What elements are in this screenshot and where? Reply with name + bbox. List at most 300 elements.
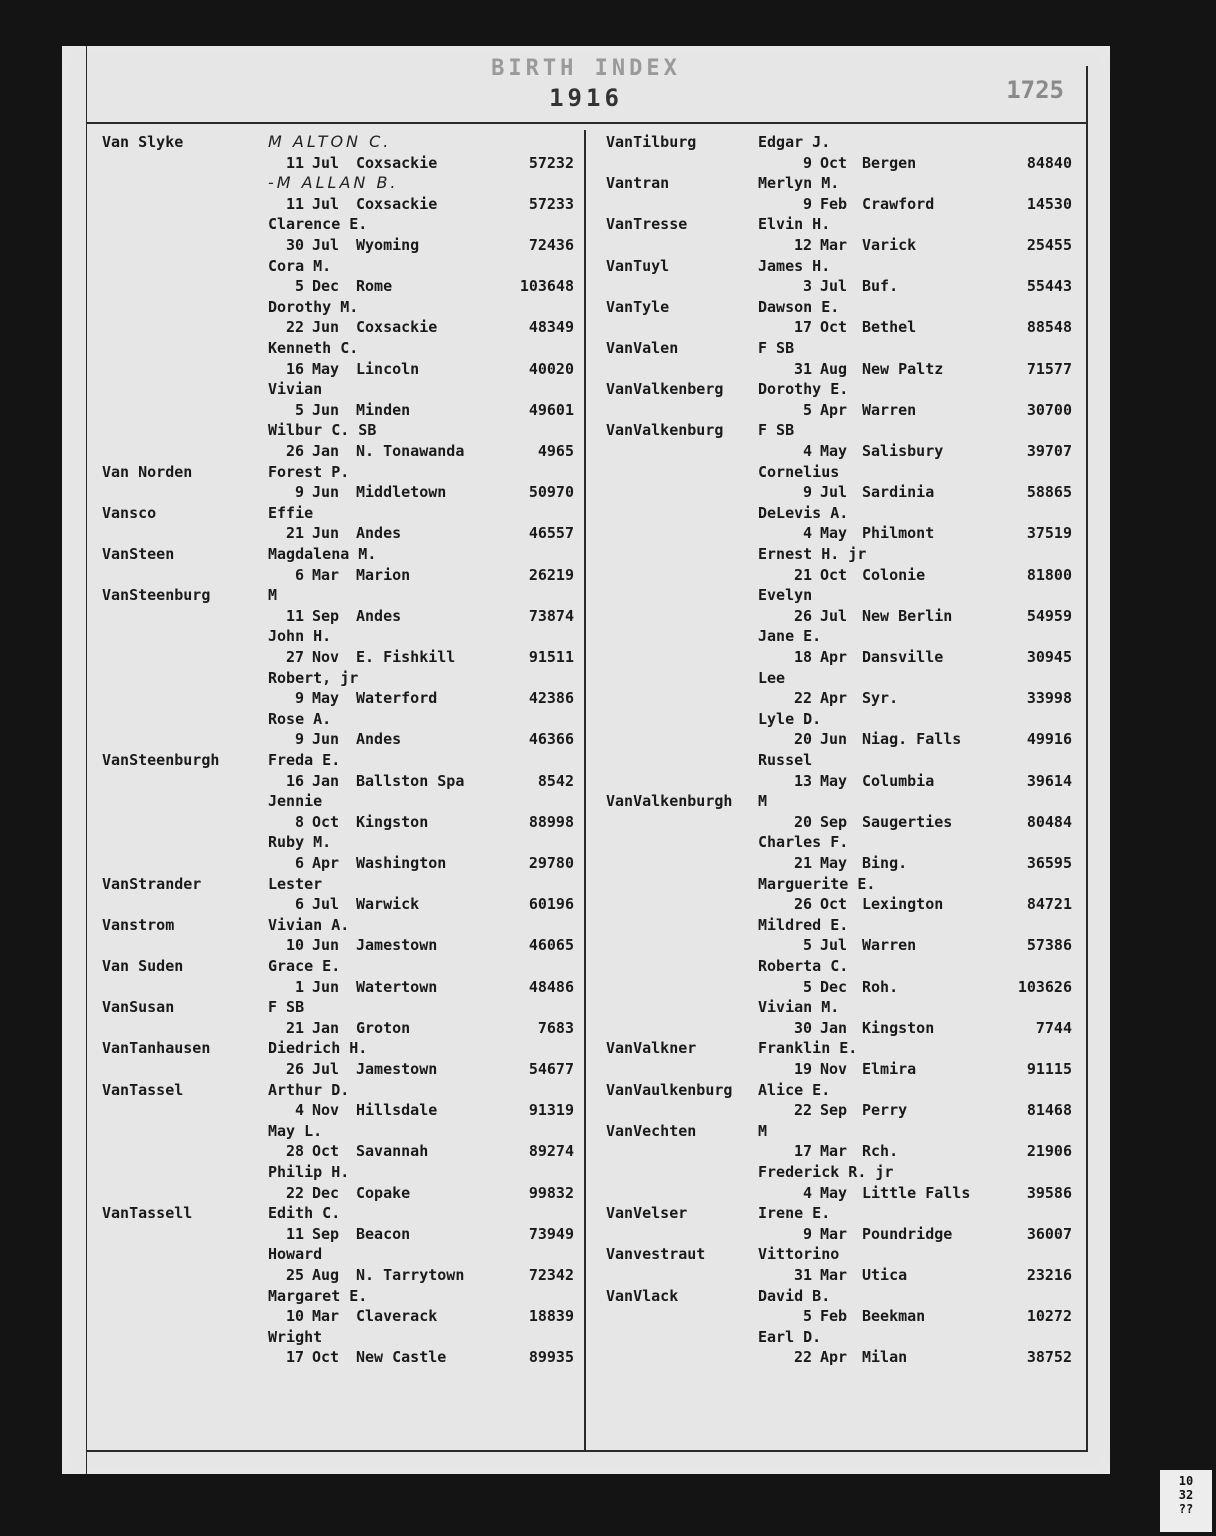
certificate-number: 39586: [1026, 1183, 1072, 1202]
birth-month: Jul: [820, 483, 848, 502]
index-entry-line: [102, 1347, 582, 1367]
birth-place: Varick: [862, 236, 917, 254]
film-stamp: 10 32 ??: [1160, 1470, 1212, 1532]
given-name: Russel: [758, 751, 813, 769]
birth-day: 21: [285, 1018, 304, 1037]
birth-month: Jul: [312, 236, 340, 254]
index-entry-line: [606, 420, 1076, 440]
birth-month: May: [312, 689, 340, 708]
birth-month: May: [820, 442, 848, 460]
surname: VanValen: [606, 339, 679, 357]
birth-day: 9: [802, 153, 812, 172]
birth-place: Claverack: [356, 1307, 438, 1326]
index-entry-line: [102, 276, 582, 296]
surname: VanSusan: [102, 998, 175, 1017]
birth-month: Jun: [312, 483, 340, 502]
birth-month: May: [820, 1183, 848, 1202]
birth-month: Apr: [312, 854, 340, 872]
birth-place: Dansville: [862, 648, 944, 666]
surname: Van Norden: [102, 462, 193, 481]
given-name: Jane E.: [758, 627, 822, 646]
index-entry-line: [102, 379, 582, 399]
birth-place: Jamestown: [356, 1060, 438, 1078]
birth-day: 4: [802, 442, 812, 460]
birth-month: Mar: [820, 1266, 848, 1284]
birth-month: Jan: [312, 1018, 340, 1037]
surname: VanTanhausen: [102, 1039, 211, 1058]
birth-place: Lincoln: [356, 359, 420, 378]
surname: Vantran: [606, 174, 670, 193]
birth-month: Oct: [820, 318, 848, 337]
birth-place: Andes: [356, 730, 402, 749]
index-entry-line: [102, 750, 582, 770]
birth-month: Jan: [312, 771, 340, 790]
certificate-number: 48349: [528, 318, 574, 337]
index-entry-line: [606, 1244, 1076, 1264]
index-entry-line: [606, 297, 1076, 317]
birth-place: Perry: [862, 1101, 908, 1120]
index-entry-line: [606, 1100, 1076, 1120]
birth-place: N. Tarrytown: [356, 1266, 465, 1284]
birth-place: Wyoming: [356, 236, 420, 254]
birth-place: Syr.: [862, 689, 899, 708]
certificate-number: 4965: [537, 442, 574, 460]
index-entry-line: [102, 400, 582, 420]
index-entry-line: [606, 1286, 1076, 1306]
birth-day: 6: [294, 854, 304, 872]
given-name: Dorothy M.: [268, 297, 359, 316]
given-name: F SB: [268, 998, 305, 1017]
birth-place: Copake: [356, 1183, 411, 1202]
given-name: Margaret E.: [268, 1286, 368, 1305]
index-entry-line: [606, 606, 1076, 626]
birth-place: Beekman: [862, 1307, 926, 1326]
birth-day: 28: [285, 1142, 304, 1161]
birth-day: 10: [285, 936, 304, 955]
index-year: 1916: [549, 84, 623, 112]
index-entry-line: [102, 1080, 582, 1100]
certificate-number: 91511: [528, 648, 574, 666]
certificate-number: 54959: [1026, 606, 1072, 625]
index-entry-line: [102, 153, 582, 173]
given-name: Merlyn M.: [758, 174, 840, 193]
birth-day: 21: [793, 565, 812, 584]
birth-place: Lexington: [862, 895, 944, 914]
given-name: Vittorino: [758, 1245, 840, 1264]
surname: VanVaulkenburg: [606, 1080, 733, 1099]
birth-place: Bergen: [862, 153, 917, 172]
index-entry-line: [102, 441, 582, 461]
given-name: Ernest H. jr: [758, 545, 867, 563]
surname: VanTyle: [606, 297, 670, 316]
birth-day: 9: [802, 1224, 812, 1243]
certificate-number: 57386: [1026, 936, 1072, 955]
given-name: Ruby M.: [268, 833, 332, 852]
certificate-number: 88548: [1026, 318, 1072, 337]
birth-place: Poundridge: [862, 1224, 953, 1243]
given-name: Alice E.: [758, 1080, 831, 1099]
index-entry-line: [606, 1121, 1076, 1141]
birth-place: Warren: [862, 936, 917, 955]
index-entry-line: [606, 565, 1076, 585]
surname: Van Suden: [102, 957, 184, 975]
birth-month: Oct: [312, 1142, 340, 1161]
birth-place: Coxsackie: [356, 153, 438, 172]
certificate-number: 58865: [1026, 483, 1072, 502]
index-entry-line: [606, 853, 1076, 873]
index-entry-line: [606, 317, 1076, 337]
given-name: F SB: [758, 421, 795, 440]
birth-place: Marion: [356, 565, 411, 584]
index-entry-line: [606, 194, 1076, 214]
given-name: Lester: [268, 874, 323, 893]
given-name: David B.: [758, 1286, 831, 1305]
certificate-number: 46366: [528, 730, 574, 749]
given-name: Earl D.: [758, 1327, 822, 1346]
given-name: Diedrich H.: [268, 1039, 368, 1058]
index-entry-line: [606, 626, 1076, 646]
birth-place: Waterford: [356, 689, 438, 708]
birth-month: Feb: [820, 1307, 848, 1326]
birth-place: Niag. Falls: [862, 730, 962, 749]
birth-day: 11: [285, 194, 304, 213]
birth-month: Jul: [312, 1060, 340, 1078]
birth-day: 13: [793, 771, 812, 790]
index-entry-line: [102, 420, 582, 440]
surname: VanTassell: [102, 1204, 193, 1223]
birth-month: Oct: [312, 1348, 340, 1367]
birth-month: Jul: [820, 936, 848, 955]
birth-month: Apr: [820, 400, 848, 419]
birth-month: Apr: [820, 648, 848, 666]
index-entry-line: [102, 709, 582, 729]
surname: VanValkenburgh: [606, 792, 733, 811]
index-entry-line: [606, 832, 1076, 852]
given-name: Robert, jr: [268, 668, 359, 687]
birth-day: 26: [793, 895, 812, 914]
surname: Vanstrom: [102, 915, 175, 934]
birth-day: 22: [793, 689, 812, 708]
index-entry-line: [102, 1244, 582, 1264]
given-name: Rose A.: [268, 709, 332, 728]
index-entry-line: [102, 791, 582, 811]
birth-month: Jul: [312, 895, 340, 914]
index-entry-line: [606, 1059, 1076, 1079]
certificate-number: 88998: [528, 812, 574, 831]
birth-month: Jun: [312, 936, 340, 955]
index-entry-line: [606, 1265, 1076, 1285]
birth-day: 5: [802, 977, 812, 996]
birth-month: Jun: [312, 318, 340, 337]
birth-place: Philmont: [862, 524, 935, 543]
birth-place: Rch.: [862, 1142, 899, 1161]
certificate-number: 81468: [1026, 1101, 1072, 1120]
given-name: Arthur D.: [268, 1080, 350, 1099]
given-name: Lee: [758, 668, 786, 687]
certificate-number: 84721: [1026, 895, 1072, 914]
birth-day: 22: [793, 1101, 812, 1120]
birth-day: 27: [285, 648, 304, 666]
birth-day: 20: [793, 730, 812, 749]
index-entry-line: [102, 1100, 582, 1120]
index-entry-line: [102, 1059, 582, 1079]
index-entry-line: [606, 338, 1076, 358]
index-entry-line: [102, 997, 582, 1017]
certificate-number: 25455: [1026, 236, 1072, 254]
index-entry-line: [102, 1038, 582, 1058]
birth-place: Andes: [356, 524, 402, 543]
surname: VanSteenburgh: [102, 751, 220, 769]
index-entry-line: [102, 977, 582, 997]
index-entry-line: [102, 482, 582, 502]
given-name: Wright: [268, 1327, 323, 1346]
birth-day: 9: [802, 483, 812, 502]
index-entry-line: [102, 832, 582, 852]
certificate-number: 55443: [1026, 277, 1072, 296]
birth-place: Hillsdale: [356, 1101, 438, 1120]
birth-place: E. Fishkill: [356, 648, 456, 666]
birth-month: May: [820, 854, 848, 872]
birth-month: Feb: [820, 194, 848, 213]
birth-day: 6: [294, 565, 304, 584]
index-entry-line: [102, 935, 582, 955]
birth-place: Ballston Spa: [356, 771, 465, 790]
certificate-number: 29780: [528, 854, 574, 872]
birth-day: 17: [285, 1348, 304, 1367]
index-entry-line: [102, 956, 582, 976]
certificate-number: 84840: [1026, 153, 1072, 172]
given-name: -M ALLAN B.: [268, 173, 399, 193]
given-name: Mildred E.: [758, 915, 849, 934]
index-entry-line: [606, 894, 1076, 914]
given-name: Jennie: [268, 792, 323, 811]
index-sheet: [62, 46, 1110, 1474]
given-name: F SB: [758, 339, 795, 357]
birth-month: Sep: [820, 1101, 848, 1120]
index-entry-line: [606, 132, 1076, 152]
certificate-number: 14530: [1026, 194, 1072, 213]
certificate-number: 40020: [528, 359, 574, 378]
birth-place: Coxsackie: [356, 194, 438, 213]
birth-place: Middletown: [356, 483, 447, 502]
birth-place: Sardinia: [862, 483, 935, 502]
certificate-number: 46557: [528, 524, 574, 543]
birth-place: Savannah: [356, 1142, 429, 1161]
birth-day: 21: [285, 524, 304, 543]
index-entry-line: [102, 647, 582, 667]
birth-place: Utica: [862, 1266, 908, 1284]
index-entry-line: [606, 791, 1076, 811]
birth-day: 18: [793, 648, 812, 666]
index-entry-line: [102, 338, 582, 358]
birth-day: 19: [793, 1060, 812, 1078]
index-entry-line: [102, 317, 582, 337]
given-name: James H.: [758, 256, 831, 275]
given-name: Grace E.: [268, 957, 341, 975]
birth-place: Kingston: [356, 812, 429, 831]
index-entry-line: [606, 173, 1076, 193]
index-entry-line: [606, 1038, 1076, 1058]
surname: Van Slyke: [102, 133, 184, 151]
index-entry-line: [606, 1162, 1076, 1182]
index-entry-line: [606, 915, 1076, 935]
birth-place: Salisbury: [862, 442, 944, 460]
birth-place: Watertown: [356, 977, 438, 996]
index-entry-line: [102, 874, 582, 894]
given-name: Vivian A.: [268, 915, 350, 934]
birth-month: Dec: [820, 977, 848, 996]
index-entry-line: [606, 688, 1076, 708]
index-entry-line: [606, 1224, 1076, 1244]
birth-month: May: [820, 771, 848, 790]
index-entry-line: [606, 359, 1076, 379]
index-entry-line: [606, 750, 1076, 770]
birth-place: Saugerties: [862, 812, 953, 831]
birth-month: Jun: [312, 977, 340, 996]
birth-day: 5: [802, 1307, 812, 1326]
birth-place: N. Tonawanda: [356, 442, 465, 460]
birth-month: Dec: [312, 1183, 340, 1202]
certificate-number: 57232: [528, 153, 574, 172]
certificate-number: 60196: [528, 895, 574, 914]
index-entry-line: [606, 1347, 1076, 1367]
certificate-number: 81800: [1026, 565, 1072, 584]
birth-place: Beacon: [356, 1224, 411, 1243]
certificate-number: 30700: [1026, 400, 1072, 419]
birth-day: 5: [802, 400, 812, 419]
certificate-number: 54677: [528, 1060, 574, 1078]
birth-place: Columbia: [862, 771, 935, 790]
index-entry-line: [102, 544, 582, 564]
birth-month: Apr: [820, 689, 848, 708]
index-entry-line: [102, 132, 582, 152]
birth-day: 9: [294, 483, 304, 502]
certificate-number: 42386: [528, 689, 574, 708]
birth-month: Mar: [820, 1142, 848, 1161]
index-entry-line: [606, 1141, 1076, 1161]
certificate-number: 26219: [528, 565, 574, 584]
index-entry-line: [102, 1203, 582, 1223]
index-entry-line: [102, 1162, 582, 1182]
birth-day: 26: [285, 442, 304, 460]
birth-day: 16: [285, 771, 304, 790]
index-entry-line: [102, 523, 582, 543]
given-name: Irene E.: [758, 1204, 831, 1223]
birth-month: Aug: [820, 359, 848, 378]
index-entry-line: [102, 853, 582, 873]
certificate-number: 73874: [528, 606, 574, 625]
index-entry-line: [102, 256, 582, 276]
index-entry-line: [606, 1203, 1076, 1223]
birth-day: 9: [294, 689, 304, 708]
birth-place: Colonie: [862, 565, 926, 584]
index-entry-line: [102, 173, 582, 193]
given-name: Kenneth C.: [268, 339, 359, 357]
page-number: 1725: [1006, 76, 1064, 104]
birth-day: 17: [793, 318, 812, 337]
birth-month: Jan: [312, 442, 340, 460]
birth-month: Sep: [820, 812, 848, 831]
surname: VanTuyl: [606, 256, 670, 275]
index-entry-line: [606, 235, 1076, 255]
index-entry-line: [102, 688, 582, 708]
surname: Vanvestraut: [606, 1245, 706, 1264]
index-entry-line: [102, 894, 582, 914]
index-entry-line: [102, 1018, 582, 1038]
right-rule: [1086, 66, 1088, 1452]
certificate-number: 7744: [1035, 1018, 1072, 1037]
birth-day: 12: [793, 236, 812, 254]
index-entry-line: [102, 915, 582, 935]
given-name: Vivian M.: [758, 998, 840, 1017]
birth-month: Mar: [312, 565, 340, 584]
birth-day: 8: [294, 812, 304, 831]
index-entry-line: [102, 1265, 582, 1285]
birth-month: Jun: [312, 524, 340, 543]
birth-day: 17: [793, 1142, 812, 1161]
given-name: Evelyn: [758, 586, 813, 605]
certificate-number: 18839: [528, 1307, 574, 1326]
certificate-number: 71577: [1026, 359, 1072, 378]
birth-place: Crawford: [862, 194, 935, 213]
index-entry-line: [102, 297, 582, 317]
birth-day: 22: [793, 1348, 812, 1367]
birth-place: Bethel: [862, 318, 917, 337]
certificate-number: 36007: [1026, 1224, 1072, 1243]
certificate-number: 72342: [528, 1266, 574, 1284]
bottom-rule: [86, 1450, 1088, 1452]
given-name: M ALTON C.: [268, 132, 392, 151]
birth-day: 10: [285, 1307, 304, 1326]
certificate-number: 80484: [1026, 812, 1072, 831]
birth-day: 20: [793, 812, 812, 831]
certificate-number: 49916: [1026, 730, 1072, 749]
index-entry-line: [606, 729, 1076, 749]
index-entry-line: [606, 1327, 1076, 1347]
birth-month: Nov: [312, 648, 340, 666]
given-name: May L.: [268, 1121, 323, 1140]
birth-place: Rome: [356, 277, 393, 296]
given-name: M: [758, 1121, 768, 1140]
given-name: Forest P.: [268, 462, 350, 481]
certificate-number: 103626: [1017, 977, 1072, 996]
birth-place: Bing.: [862, 854, 908, 872]
surname: VanSteenburg: [102, 586, 211, 605]
surname: VanTassel: [102, 1080, 184, 1099]
birth-place: Roh.: [862, 977, 899, 996]
birth-month: Jan: [820, 1018, 848, 1037]
index-title: BIRTH INDEX: [491, 56, 681, 81]
birth-place: Warren: [862, 400, 917, 419]
birth-day: 30: [793, 1018, 812, 1037]
certificate-number: 99832: [528, 1183, 574, 1202]
given-name: Howard: [268, 1245, 323, 1264]
birth-place: Warwick: [356, 895, 420, 914]
given-name: Effie: [268, 503, 314, 522]
birth-month: Mar: [312, 1307, 340, 1326]
birth-day: 5: [802, 936, 812, 955]
birth-day: 26: [793, 606, 812, 625]
certificate-number: 50970: [528, 483, 574, 502]
index-entry-line: [606, 256, 1076, 276]
index-entry-line: [606, 997, 1076, 1017]
birth-day: 31: [793, 1266, 812, 1284]
certificate-number: 39707: [1026, 442, 1072, 460]
birth-place: New Castle: [356, 1348, 447, 1367]
index-entry-line: [606, 482, 1076, 502]
index-entry-line: [606, 874, 1076, 894]
index-entry-line: [606, 977, 1076, 997]
